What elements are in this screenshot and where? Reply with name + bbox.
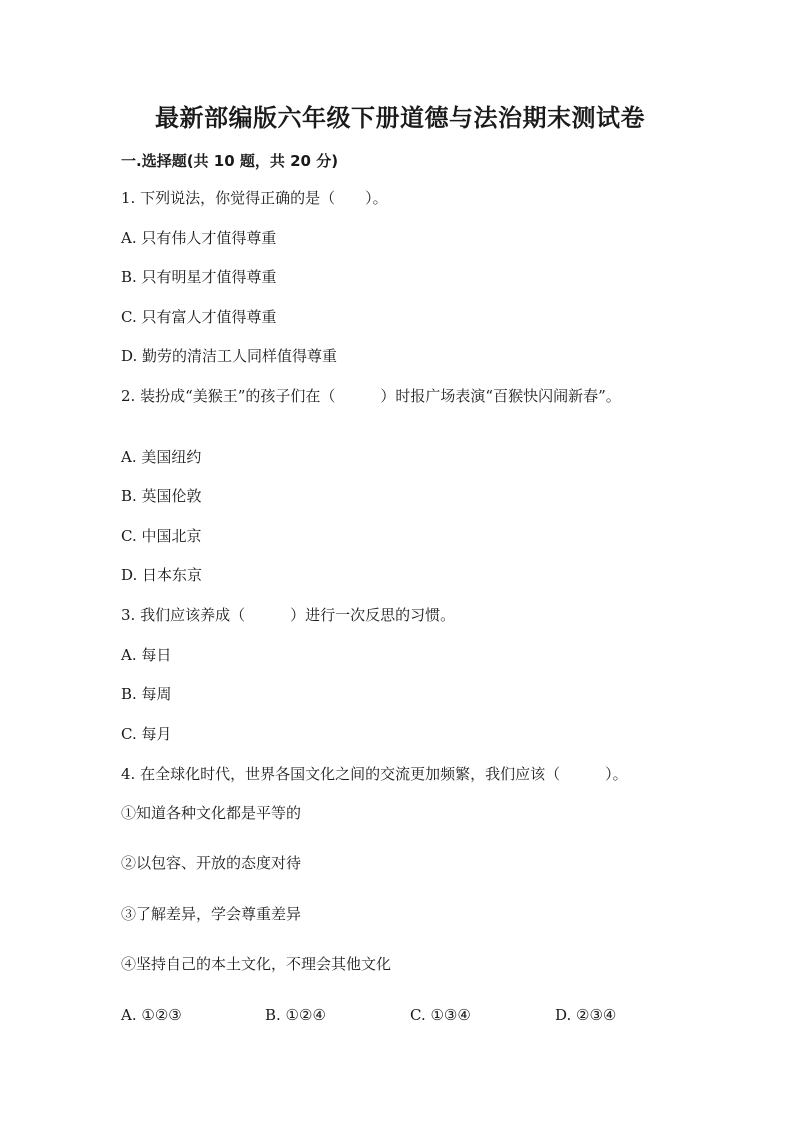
question-4-statement-3: ③了解差异，学会尊重差异: [121, 905, 302, 923]
question-4-statement-1: ①知道各种文化都是平等的: [121, 804, 302, 822]
question-2-option-d: D. 日本东京: [121, 566, 203, 584]
question-2-option-a: A. 美国纽约: [121, 448, 202, 466]
question-3-option-c: C. 每月: [121, 725, 172, 743]
question-4-stem: 4. 在全球化时代，世界各国文化之间的交流更加频繁，我们应该（ ）。: [121, 765, 628, 783]
question-4-option-d: D. ②③④: [555, 1006, 617, 1024]
question-1-option-a: A. 只有伟人才值得尊重: [121, 229, 277, 247]
question-1-stem: 1. 下列说法，你觉得正确的是（ ）。: [121, 189, 388, 207]
question-1-option-d: D. 勤劳的清洁工人同样值得尊重: [121, 347, 338, 365]
question-2-option-c: C. 中国北京: [121, 527, 202, 545]
question-3-option-a: A. 每日: [121, 646, 172, 664]
question-2-stem: 2. 装扮成“美猴王”的孩子们在（ ）时报广场表演“百猴快闪闹新春”。: [121, 387, 621, 405]
question-4-statement-4: ④坚持自己的本土文化，不理会其他文化: [121, 955, 392, 973]
question-2-option-b: B. 英国伦敦: [121, 487, 202, 505]
question-4-option-c: C. ①③④: [410, 1006, 471, 1024]
section-heading: 一.选择题(共 10 题，共 20 分): [121, 152, 339, 170]
question-3-stem: 3. 我们应该养成（ ）进行一次反思的习惯。: [121, 606, 456, 624]
document-title: 最新部编版六年级下册道德与法治期末测试卷: [155, 104, 645, 132]
question-1-option-b: B. 只有明星才值得尊重: [121, 268, 277, 286]
question-4-option-a: A. ①②③: [121, 1006, 182, 1024]
question-1-option-c: C. 只有富人才值得尊重: [121, 308, 277, 326]
question-4-option-b: B. ①②④: [265, 1006, 326, 1024]
question-4-statement-2: ②以包容、开放的态度对待: [121, 854, 302, 872]
question-3-option-b: B. 每周: [121, 685, 172, 703]
